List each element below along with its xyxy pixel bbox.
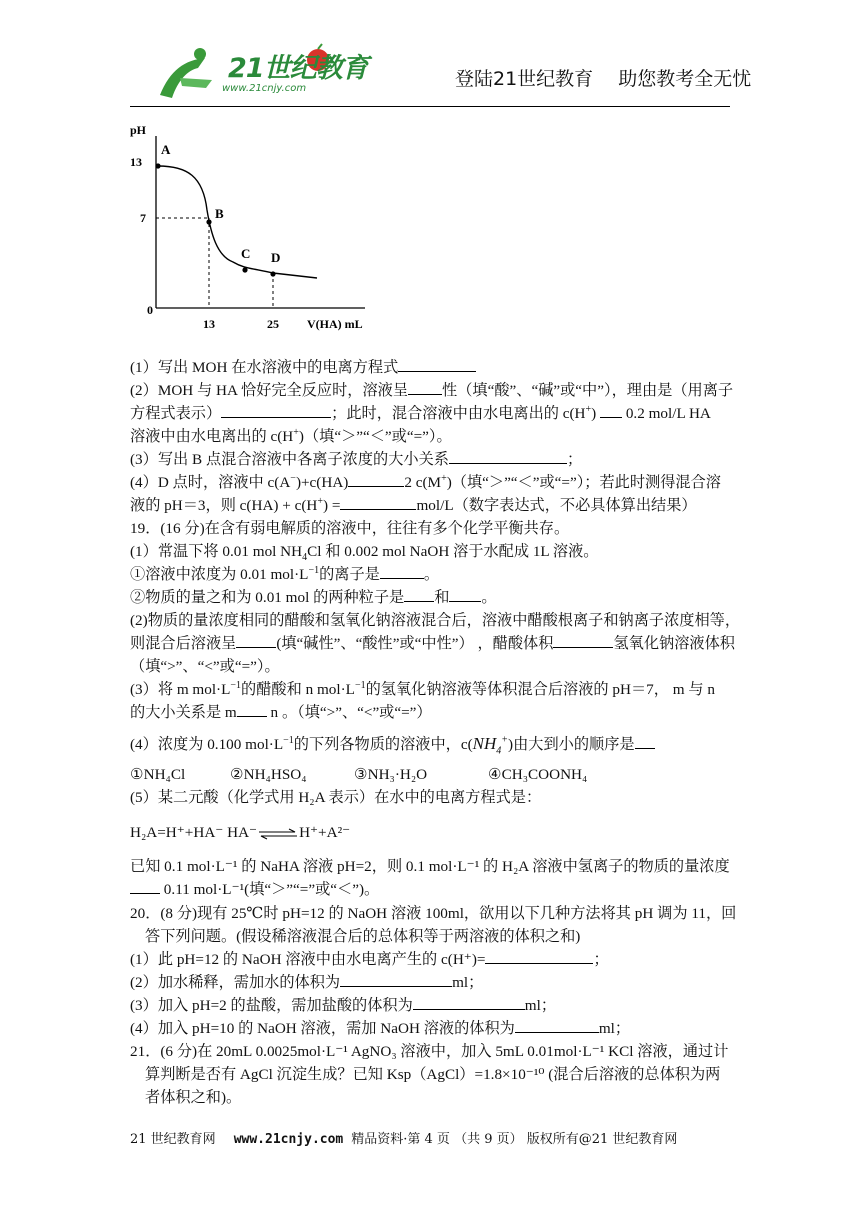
label-c: C [241,246,251,261]
point-b [206,219,211,224]
point-c [242,267,247,272]
blank[interactable] [340,495,416,510]
titration-curve [158,166,317,278]
blank[interactable] [408,380,442,395]
q18-6: (4）D 点时，溶液中 c(A−)+c(HA) 2 c(M+)（填“＞”“＜”或“=”）；若此时测得混合溶 [130,472,721,491]
q18-4: 溶液中由水电离出的 c(H+)（填“＞”“＜”或“=”）。 [130,426,452,445]
q19-p1-1: ①溶液中浓度为 0.01 $mol\cdot L^{-1}$的离子是 。 [130,564,440,583]
logo-text: 21世纪教育 [228,53,368,84]
q19-title: 19．(16 分)在含有弱电解质的溶液中，往往有多个化学平衡共存。 [130,520,570,537]
q19-p4: (4）浓度为 0.100 $mol\cdot L^{-1}$的下列各物质的溶液中，$c(NH_4^+)$由大到小的顺序是 [130,733,655,756]
footer-right: 精品资料·第 4 页 （共 9 页） 版权所有@21 世纪教育网 [351,1132,678,1147]
blank[interactable] [553,633,613,648]
q18-1: (1）写出 MOH 在水溶液中的电离方程式 [130,357,476,379]
blank[interactable] [130,879,160,894]
q20-s4: (4）加入 pH=10 的 NaOH 溶液，需加 NaOH 溶液的体积为 ml； [130,1020,631,1037]
footer [130,1128,677,1147]
footer-left: 21 世纪教育网 [130,1132,216,1147]
blank[interactable] [635,734,655,749]
blank[interactable] [236,633,276,648]
q19-p5-b: 0.11 mol·L⁻¹(填“＞”“=”或“＜”)。 [130,879,379,901]
q20-s1: (1）此 pH=12 的 NaOH 溶液中由水电离产生的 c(H⁺)= ； [130,951,609,968]
q20-title2: 答下列问题。(假设稀溶液混合后的总体积等于两溶液的体积之和) [145,928,581,945]
q18-3: 方程式表示） ；此时，混合溶液中由水电离出的 c(H+) 0.2 mol/L HA [130,403,711,422]
point-d [270,271,275,276]
q18-5: (3）写出 B 点混合溶液中各离子浓度的大小关系 ； [130,451,583,468]
y-tick-13: 13 [130,155,142,169]
label-a: A [161,142,171,157]
blank[interactable] [485,949,593,964]
q18-7: 液的 pH＝3，则 c(HA) + c(H+) = mol/L（数字表达式，不必具体算出结果） [130,495,697,514]
blank[interactable] [449,449,567,464]
blank[interactable] [600,403,622,418]
origin-label: 0 [147,303,153,317]
equilibrium-arrow-icon [257,828,299,840]
q19-p1: (1）常温下将 0.01 mol $NH_4Cl$ 和 0.002 mol NaOH 溶于水配成 1L 溶液。 [130,543,599,564]
point-a [155,163,160,168]
x-axis-label: V(HA) mL [307,317,363,331]
q19-p1-2: ②物质的量之和为 0.01 mol 的两种粒子是 和 。 [130,589,497,606]
blank[interactable] [340,972,452,987]
q20-s2: (2）加水稀释，需加水的体积为 ml； [130,974,484,991]
q21-l1: 21．(6 分)在 20mL 0.0025mol·L⁻¹ AgNO₃ 溶液中，加入 5mL 0.01mol·L⁻¹ KCl 溶液，通过计 [130,1043,729,1060]
footer-site-link[interactable]: www.21cnjy.com [233,1132,344,1147]
blank[interactable] [398,357,476,372]
y-axis-label: pH [130,123,147,137]
x-tick-13: 13 [203,317,215,331]
nh4-ion: $NH_4^+$ [472,734,509,757]
q19-p5-eq: H₂A=H⁺+HA⁻ HA⁻ H⁺+A²⁻ [130,824,351,841]
blank[interactable] [221,403,331,418]
logo-url: www.21cnjy.com [222,83,307,94]
blank[interactable] [404,587,434,602]
q19-p4-items: ①NH₄Cl ②NH₄HSO₄ ③NH₃·H₂O ④CH₃COONH₄ [130,766,588,783]
q19-p3b: 的大小关系是 m n 。（填“>”、“<”或“=”） [130,704,432,721]
q19-p5-a: 已知 0.1 mol·L⁻¹ 的 NaHA 溶液 pH=2，则 0.1 mol·L⁻¹ 的 H₂A 溶液中氢离子的物质的量浓度 [130,858,730,875]
y-tick-7: 7 [140,211,146,225]
q19-p5: (5）某二元酸（化学式用 H₂A 表示）在水中的电离方程式是： [130,789,542,806]
q20-title: 20．(8 分)现有 25℃时 pH=12 的 NaOH 溶液 100ml，欲用以下几种方法将其 pH 调为 11，回 [130,905,737,922]
blank[interactable] [413,995,525,1010]
blank[interactable] [515,1018,599,1033]
label-d: D [271,250,281,265]
titration-graph [125,118,375,340]
blank[interactable] [237,702,267,717]
q19-p3: (3）将 m $mol\cdot L^{-1}$的醋酸和 n $mol\cdot L^{-1}$的氢氧化钠溶液等体积混合后溶液的 pH＝7， m 与 n [130,679,715,698]
header-rule [130,106,730,107]
label-b: B [215,206,224,221]
blank[interactable] [348,472,404,487]
x-tick-25: 25 [267,317,279,331]
blank[interactable] [380,564,424,579]
q21-l2: 算判断是否有 AgCl 沉淀生成？已知 Ksp（AgCl）=1.8×10⁻¹⁰ (混合后溶液的总体积为两 [145,1066,721,1083]
q19-p2b: 则混合后溶液呈 (填“碱性”、“酸性”或“中性”） ，醋酸体积 氢氧化钠溶液体积 [130,635,735,652]
q18-2: (2）MOH 与 HA 恰好完全反应时，溶液呈 性（填“酸”、“碱”或“中”），理由是（用离子 [130,382,734,399]
q20-s3: (3）加入 pH=2 的盐酸，需加盐酸的体积为 ml； [130,997,557,1014]
q19-p2a: (2)物质的量浓度相同的醋酸和氢氧化钠溶液混合后，溶液中醋酸根离子和钠离子浓度相等， [130,612,741,629]
q21-l3: 者体积之和)。 [145,1089,242,1106]
blank[interactable] [449,587,481,602]
header-slogan: 登陆21世纪教育 助您教考全无忧 [455,68,752,90]
q19-p2e: （填“>”、“<”或“=”）。 [130,658,280,675]
